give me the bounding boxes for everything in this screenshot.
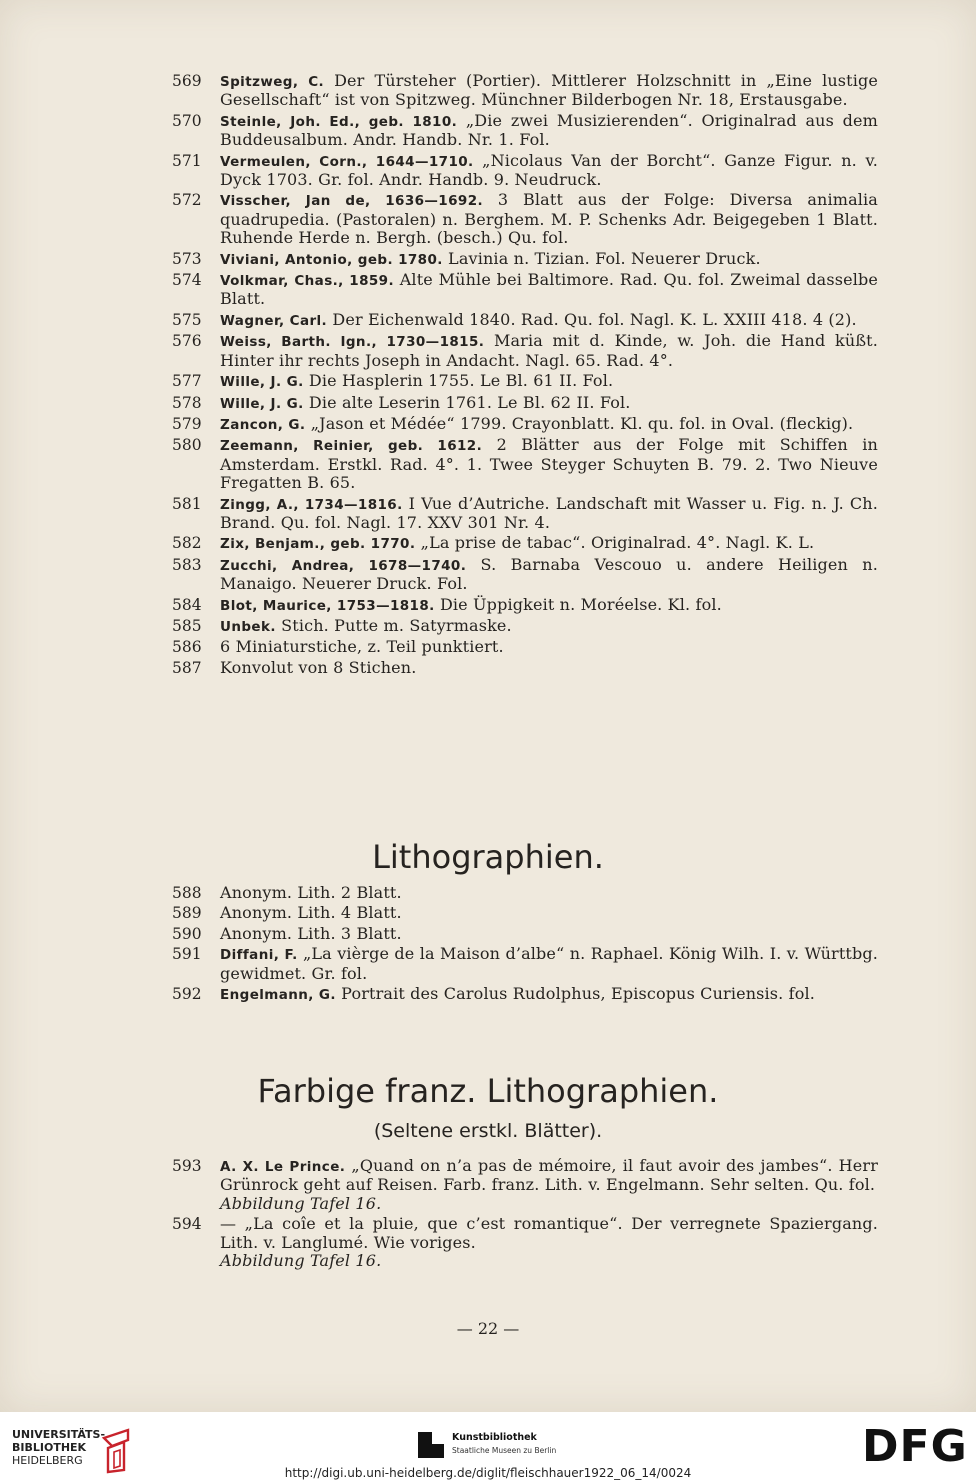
- entry-number: 580: [172, 436, 202, 455]
- catalog-entry: [172, 1215, 878, 1270]
- catalog-entry: [172, 250, 878, 269]
- catalog-entry: [172, 884, 878, 902]
- entry-number: 582: [172, 534, 202, 553]
- artist-name: Wille, J. G.: [220, 374, 304, 391]
- entry-description: Konvolut von 8 Stichen.: [220, 657, 417, 677]
- catalog-entry: [172, 394, 878, 413]
- entry-description: Die Üppigkeit n. Moréelse. Kl. fol.: [439, 594, 722, 614]
- catalog-entry: [172, 271, 878, 309]
- entry-text: [220, 534, 878, 553]
- entry-description: 2 Blätter aus der Folge mit Schiffen in Amsterdam. Erstkl. Rad. 4°. 1. Twee Steyger Schuyten B. 79. 2. Two Nieuve Fregatten B. 65.: [220, 435, 878, 493]
- catalog-entry: [172, 112, 878, 150]
- catalog-entry: [172, 1157, 878, 1213]
- entry-number: 581: [172, 494, 202, 513]
- entry-text: [220, 985, 878, 1004]
- entry-text: [220, 311, 878, 330]
- catalog-entry: [172, 436, 878, 492]
- entry-description: „La vièrge de la Maison d’albe“ n. Raphael. König Wilh. I. v. Württbg. gewidmet. Gr. fol.: [220, 944, 879, 983]
- catalog-entry: [172, 72, 878, 110]
- entry-number: 583: [172, 555, 202, 574]
- entry-text: [220, 659, 878, 677]
- catalog-entry: [172, 332, 878, 370]
- entry-number: 584: [172, 595, 202, 614]
- entry-number: 587: [172, 658, 202, 677]
- entry-description: „Jason et Médée“ 1799. Crayonblatt. Kl. qu. fol. in Oval. (fleckig).: [310, 413, 854, 433]
- entry-description: — „La coîe et la pluie, que c’est romantique“. Der verregnete Spaziergang. Lith. v. Langlumé. Wie voriges.: [220, 1214, 878, 1252]
- artist-name: Vermeulen, Corn., 1644—1710.: [220, 153, 474, 170]
- dfg-logo[interactable]: DFG: [862, 1421, 968, 1472]
- entry-number: 569: [172, 72, 202, 90]
- entry-description: S. Barnaba Vescouo u. andere Heiligen n. Manaigo. Neuerer Druck. Fol.: [220, 554, 878, 594]
- entry-text: [220, 436, 878, 492]
- kunstbibliothek-mark-icon: [418, 1432, 444, 1458]
- entry-description: Der Türsteher (Portier). Mittlerer Holzschnitt in „Eine lustige Gesellschaft“ ist von Spitzweg. Münchner Bilderbogen Nr. 18, Erstausgabe.: [220, 71, 879, 110]
- entry-description: Stich. Putte m. Satyrmaske.: [281, 615, 512, 635]
- entry-text: [220, 617, 878, 636]
- entry-number: 588: [172, 884, 202, 902]
- entry-description: „Quand on n’a pas de mémoire, il faut avoir des jambes“. Herr Grünrock geht auf Reisen. Farb. franz. Lith. v. Engelmann. Sehr selten. Qu. fol.: [220, 1156, 878, 1195]
- artist-name: A. X. Le Prince.: [220, 1159, 346, 1175]
- entry-number: 576: [172, 332, 202, 351]
- entry-description: „La prise de tabac“. Originalrad. 4°. Nagl. K. L.: [420, 533, 815, 553]
- entry-description: I Vue d’Autriche. Landschaft mit Wasser u. Fig. n. J. Ch. Brand. Qu. fol. Nagl. 17. XXV 301 Nr. 4.: [220, 493, 878, 532]
- artist-name: Zucchi, Andrea, 1678—1740.: [220, 557, 467, 574]
- kunstbibliothek-logo[interactable]: [418, 1430, 578, 1460]
- uni-logo-line1: UNIVERSITÄTS-: [12, 1428, 106, 1441]
- kunstbibliothek-line1: Kunstbibliothek: [452, 1432, 537, 1443]
- artist-name: Zingg, A., 1734—1816.: [220, 496, 403, 513]
- catalog-entry: [172, 311, 878, 330]
- entry-text: [220, 556, 878, 594]
- entry-text: [220, 394, 878, 413]
- entry-description: Anonym. Lith. 3 Blatt.: [220, 923, 402, 943]
- entry-number: 585: [172, 616, 202, 635]
- catalog-entry: [172, 372, 878, 391]
- entry-description: 3 Blatt aus der Folge: Diversa animalia quadrupedia. (Pastoralen) n. Berghem. M. P. Schenks Adr. Beigegeben 1 Blatt. Ruhende Herde n. Bergh. (besch.) Qu. fol.: [220, 190, 878, 248]
- heading-farbige-lithographien: Farbige franz. Lithographien.: [257, 1072, 719, 1110]
- artist-name: Wille, J. G.: [220, 395, 304, 412]
- entry-text: [220, 250, 878, 269]
- catalog-entry: [172, 596, 878, 615]
- entry-number: 589: [172, 904, 202, 923]
- entry-number: 594: [172, 1215, 202, 1234]
- entry-number: 574: [172, 271, 202, 290]
- catalog-entry: [172, 495, 878, 533]
- entries-list-colour-lithographs: [172, 1157, 878, 1272]
- entry-number: 573: [172, 249, 202, 268]
- catalog-entry: [172, 191, 878, 247]
- entry-text: [220, 495, 878, 533]
- entry-number: 586: [172, 638, 202, 657]
- entry-text: [220, 884, 878, 902]
- entry-description: „Nicolaus Van der Borcht“. Ganze Figur. n. v. Dyck 1703. Gr. fol. Andr. Handb. 9. Neudruck.: [220, 150, 878, 190]
- entry-number: 571: [172, 151, 202, 170]
- entry-text: [220, 415, 878, 434]
- catalog-entry: [172, 415, 878, 434]
- catalog-entry: [172, 985, 878, 1004]
- entry-number: 579: [172, 414, 202, 433]
- artist-name: Visscher, Jan de, 1636—1692.: [220, 193, 484, 210]
- entry-text: [220, 1215, 878, 1270]
- catalog-entry: [172, 925, 878, 943]
- catalog-entry: [172, 945, 878, 983]
- subheading-seltene-blaetter: (Seltene erstkl. Blätter).: [373, 1120, 603, 1142]
- entry-number: 572: [172, 191, 202, 210]
- entry-text: [220, 191, 878, 247]
- artist-name: Blot, Maurice, 1753—1818.: [220, 597, 435, 614]
- entry-number: 570: [172, 111, 202, 130]
- entry-description: Portrait des Carolus Rudolphus, Episcopus Curiensis. fol.: [341, 984, 815, 1004]
- entry-text: [220, 152, 878, 190]
- entry-number: 577: [172, 372, 202, 391]
- entry-number: 578: [172, 393, 202, 412]
- entry-text: [220, 596, 878, 615]
- entry-description: Der Eichenwald 1840. Rad. Qu. fol. Nagl. K. L. XXIII 418. 4 (2).: [332, 309, 857, 329]
- entry-illustration-note: Abbildung Tafel 16.: [220, 1251, 382, 1271]
- artist-name: Zix, Benjam., geb. 1770.: [220, 536, 416, 553]
- catalog-entry: [172, 617, 878, 636]
- artist-name: Zancon, G.: [220, 416, 306, 433]
- uni-logo-line2: BIBLIOTHEK: [12, 1441, 87, 1454]
- catalog-entry: [172, 659, 878, 677]
- entry-number: 575: [172, 310, 202, 329]
- entry-text: [220, 271, 878, 309]
- entry-text: [220, 372, 878, 391]
- entry-description: Anonym. Lith. 4 Blatt.: [220, 903, 402, 923]
- entry-description: Maria mit d. Kinde, w. Joh. die Hand küßt. Hinter ihr rechts Joseph in Andacht. Nagl. 65. Rad. 4°.: [220, 331, 878, 370]
- artist-name: Unbek.: [220, 618, 276, 635]
- artist-name: Diffani, F.: [220, 947, 298, 964]
- catalog-entry: [172, 534, 878, 553]
- entry-description: Die alte Leserin 1761. Le Bl. 62 II. Fol.: [308, 392, 631, 412]
- entry-text: [220, 72, 878, 110]
- uni-logo-line3: HEIDELBERG: [12, 1454, 83, 1467]
- artist-name: Viviani, Antonio, geb. 1780.: [220, 251, 443, 268]
- entry-text: [220, 332, 878, 370]
- entry-text: [220, 112, 878, 150]
- heading-lithographien: Lithographien.: [372, 838, 604, 876]
- artist-name: Weiss, Barth. Ign., 1730—1815.: [220, 334, 485, 351]
- source-url[interactable]: http://digi.ub.uni-heidelberg.de/diglit/fleischhauer1922_06_14/0024: [284, 1466, 692, 1480]
- entry-text: [220, 1157, 878, 1213]
- entry-illustration-note: Abbildung Tafel 16.: [220, 1193, 382, 1213]
- catalog-entry: [172, 904, 878, 922]
- artist-name: Steinle, Joh. Ed., geb. 1810.: [220, 113, 458, 130]
- artist-name: Zeemann, Reinier, geb. 1612.: [220, 438, 483, 455]
- entry-text: [220, 904, 878, 922]
- entry-number: 590: [172, 924, 202, 943]
- entries-list-lithographs: [172, 884, 878, 1006]
- entries-list-etchings: [172, 72, 878, 679]
- entry-text: [220, 638, 878, 656]
- entry-description: 6 Miniaturstiche, z. Teil punktiert.: [220, 637, 504, 657]
- entry-description: Die Hasplerin 1755. Le Bl. 61 II. Fol.: [308, 371, 614, 391]
- entry-number: 591: [172, 945, 202, 964]
- entry-text: [220, 925, 878, 943]
- entry-number: 592: [172, 985, 202, 1004]
- catalog-entry: [172, 152, 878, 190]
- artist-name: Spitzweg, C.: [220, 74, 325, 90]
- catalog-entry: [172, 556, 878, 594]
- catalog-entry: [172, 638, 878, 656]
- kunstbibliothek-line2: Staatliche Museen zu Berlin: [452, 1446, 557, 1455]
- artist-name: Volkmar, Chas., 1859.: [220, 273, 394, 290]
- artist-name: Engelmann, G.: [220, 987, 336, 1004]
- entry-description: Lavinia n. Tizian. Fol. Neuerer Druck.: [448, 248, 761, 268]
- entry-description: Alte Mühle bei Baltimore. Rad. Qu. fol. Zweimal dasselbe Blatt.: [220, 270, 878, 309]
- entry-number: 593: [172, 1157, 202, 1175]
- entry-description: „Die zwei Musizierenden“. Originalrad aus dem Buddeusalbum. Andr. Handb. Nr. 1. Fol.: [220, 110, 878, 150]
- artist-name: Wagner, Carl.: [220, 312, 328, 329]
- footer-bar: [0, 1412, 976, 1484]
- entry-text: [220, 945, 878, 983]
- entry-description: Anonym. Lith. 2 Blatt.: [220, 883, 402, 902]
- page-number: — 22 —: [456, 1319, 520, 1338]
